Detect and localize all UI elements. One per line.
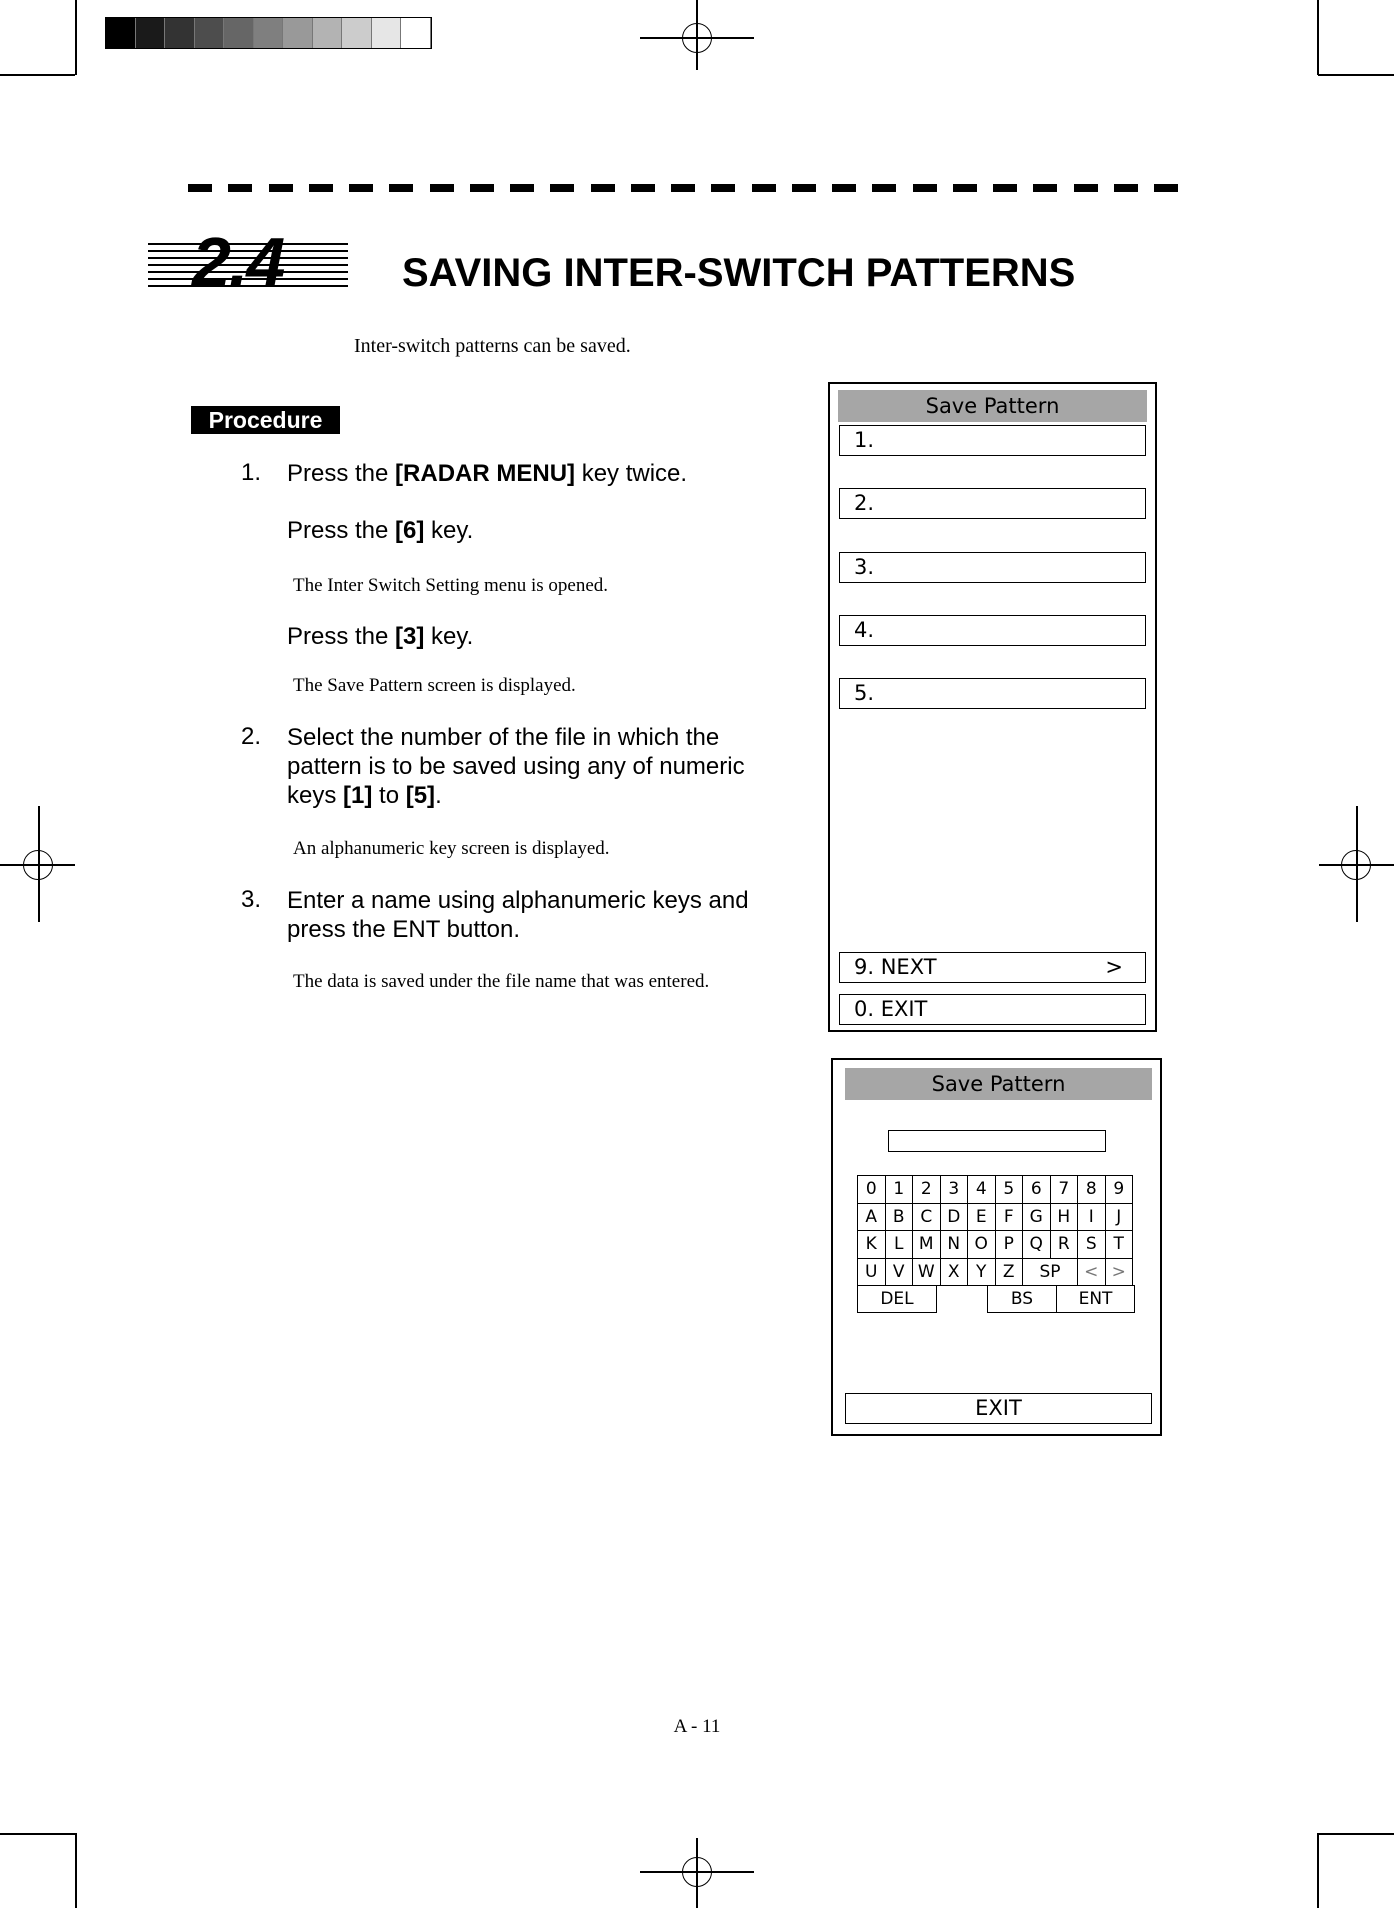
- key[interactable]: L: [885, 1231, 913, 1259]
- del-button[interactable]: DEL: [857, 1285, 937, 1313]
- key[interactable]: D: [940, 1203, 968, 1231]
- key[interactable]: U: [858, 1258, 886, 1286]
- step-1-line-3: Press the [3] key.: [287, 623, 474, 650]
- section-number: 2.4: [192, 223, 284, 301]
- pattern-slot-4[interactable]: 4.: [839, 615, 1146, 646]
- key[interactable]: 5: [995, 1176, 1023, 1204]
- key[interactable]: I: [1078, 1203, 1106, 1231]
- step-1-line-2: Press the [6] key.: [287, 517, 474, 544]
- save-pattern-menu-title: Save Pattern: [838, 390, 1147, 422]
- step-1-note-1: The Inter Switch Setting menu is opened.: [293, 575, 609, 596]
- key[interactable]: K: [858, 1231, 886, 1259]
- key[interactable]: A: [858, 1203, 886, 1231]
- registration-mark: [23, 850, 53, 880]
- key[interactable]: 3: [940, 1176, 968, 1204]
- key[interactable]: P: [995, 1231, 1023, 1259]
- step-number: 3.: [241, 886, 262, 913]
- keyboard-exit-button[interactable]: EXIT: [845, 1393, 1152, 1424]
- key[interactable]: J: [1105, 1203, 1133, 1231]
- key[interactable]: X: [940, 1258, 968, 1286]
- crop-mark: [1317, 1833, 1319, 1908]
- step-3-note: The data is saved under the file name that was entered.: [293, 971, 710, 992]
- pattern-slot-3[interactable]: 3.: [839, 552, 1146, 583]
- key[interactable]: V: [885, 1258, 913, 1286]
- key[interactable]: 0: [858, 1176, 886, 1204]
- key[interactable]: Q: [1023, 1231, 1051, 1259]
- crop-mark: [0, 74, 75, 76]
- alphanumeric-keypad: [857, 1175, 1133, 1286]
- key[interactable]: 4: [968, 1176, 996, 1204]
- section-number-block: [148, 223, 348, 301]
- key[interactable]: F: [995, 1203, 1023, 1231]
- pattern-slot-2[interactable]: 2.: [839, 488, 1146, 519]
- key[interactable]: 8: [1078, 1176, 1106, 1204]
- key[interactable]: O: [968, 1231, 996, 1259]
- crop-mark: [1318, 1833, 1394, 1835]
- section-intro: Inter-switch patterns can be saved.: [354, 335, 631, 357]
- key-6: [6]: [395, 517, 425, 544]
- key[interactable]: R: [1050, 1231, 1078, 1259]
- step-2-text: Select the number of the file in which the pattern is to be saved using any of numeric keys [1] to [5].: [287, 724, 745, 809]
- pattern-slot-1[interactable]: 1.: [839, 425, 1146, 456]
- key[interactable]: T: [1105, 1231, 1133, 1259]
- key[interactable]: 1: [885, 1176, 913, 1204]
- step-number: 1.: [241, 459, 262, 486]
- section-title: SAVING INTER-SWITCH PATTERNS: [402, 251, 1076, 295]
- key[interactable]: 6: [1023, 1176, 1051, 1204]
- key[interactable]: E: [968, 1203, 996, 1231]
- crop-mark: [1317, 0, 1319, 75]
- bs-button[interactable]: BS: [987, 1285, 1057, 1313]
- step-2-note: An alphanumeric key screen is displayed.: [293, 838, 610, 859]
- key[interactable]: 9: [1105, 1176, 1133, 1204]
- key[interactable]: M: [913, 1231, 941, 1259]
- chevron-right-icon: >: [1105, 955, 1123, 979]
- key[interactable]: S: [1078, 1231, 1106, 1259]
- key-radar-menu: [RADAR MENU]: [395, 460, 576, 487]
- key[interactable]: H: [1050, 1203, 1078, 1231]
- name-input[interactable]: [888, 1130, 1106, 1152]
- ent-button[interactable]: ENT: [1056, 1285, 1135, 1313]
- crop-mark: [75, 0, 77, 75]
- step-1-line-1: Press the [RADAR MENU] key twice.: [287, 460, 688, 487]
- dashed-rule: [188, 184, 1178, 192]
- step-1-note-2: The Save Pattern screen is displayed.: [293, 675, 576, 696]
- key-3: [3]: [395, 623, 425, 650]
- key[interactable]: Y: [968, 1258, 996, 1286]
- crop-mark: [1318, 74, 1394, 76]
- step-number: 2.: [241, 723, 262, 750]
- grayscale-strip: [105, 17, 432, 49]
- exit-button[interactable]: 0. EXIT: [839, 994, 1146, 1025]
- pattern-slot-5[interactable]: 5.: [839, 678, 1146, 709]
- page-number: A - 11: [673, 1716, 721, 1737]
- key[interactable]: G: [1023, 1203, 1051, 1231]
- key[interactable]: C: [913, 1203, 941, 1231]
- procedure-label: Procedure: [191, 406, 340, 434]
- left-arrow-key[interactable]: <: [1078, 1258, 1106, 1286]
- right-arrow-key[interactable]: >: [1105, 1258, 1133, 1286]
- crop-mark: [75, 1833, 77, 1908]
- registration-mark: [682, 23, 712, 53]
- key[interactable]: 7: [1050, 1176, 1078, 1204]
- key[interactable]: Z: [995, 1258, 1023, 1286]
- crop-mark: [0, 1833, 75, 1835]
- next-button[interactable]: 9. NEXT >: [839, 952, 1146, 983]
- key[interactable]: N: [940, 1231, 968, 1259]
- key[interactable]: B: [885, 1203, 913, 1231]
- key[interactable]: 2: [913, 1176, 941, 1204]
- keyboard-screen-title: Save Pattern: [845, 1068, 1152, 1100]
- registration-mark: [1341, 850, 1371, 880]
- key[interactable]: W: [913, 1258, 941, 1286]
- space-key[interactable]: SP: [1023, 1258, 1078, 1286]
- registration-mark: [682, 1857, 712, 1887]
- step-3-text: Enter a name using alphanumeric keys and press the ENT button.: [287, 887, 749, 943]
